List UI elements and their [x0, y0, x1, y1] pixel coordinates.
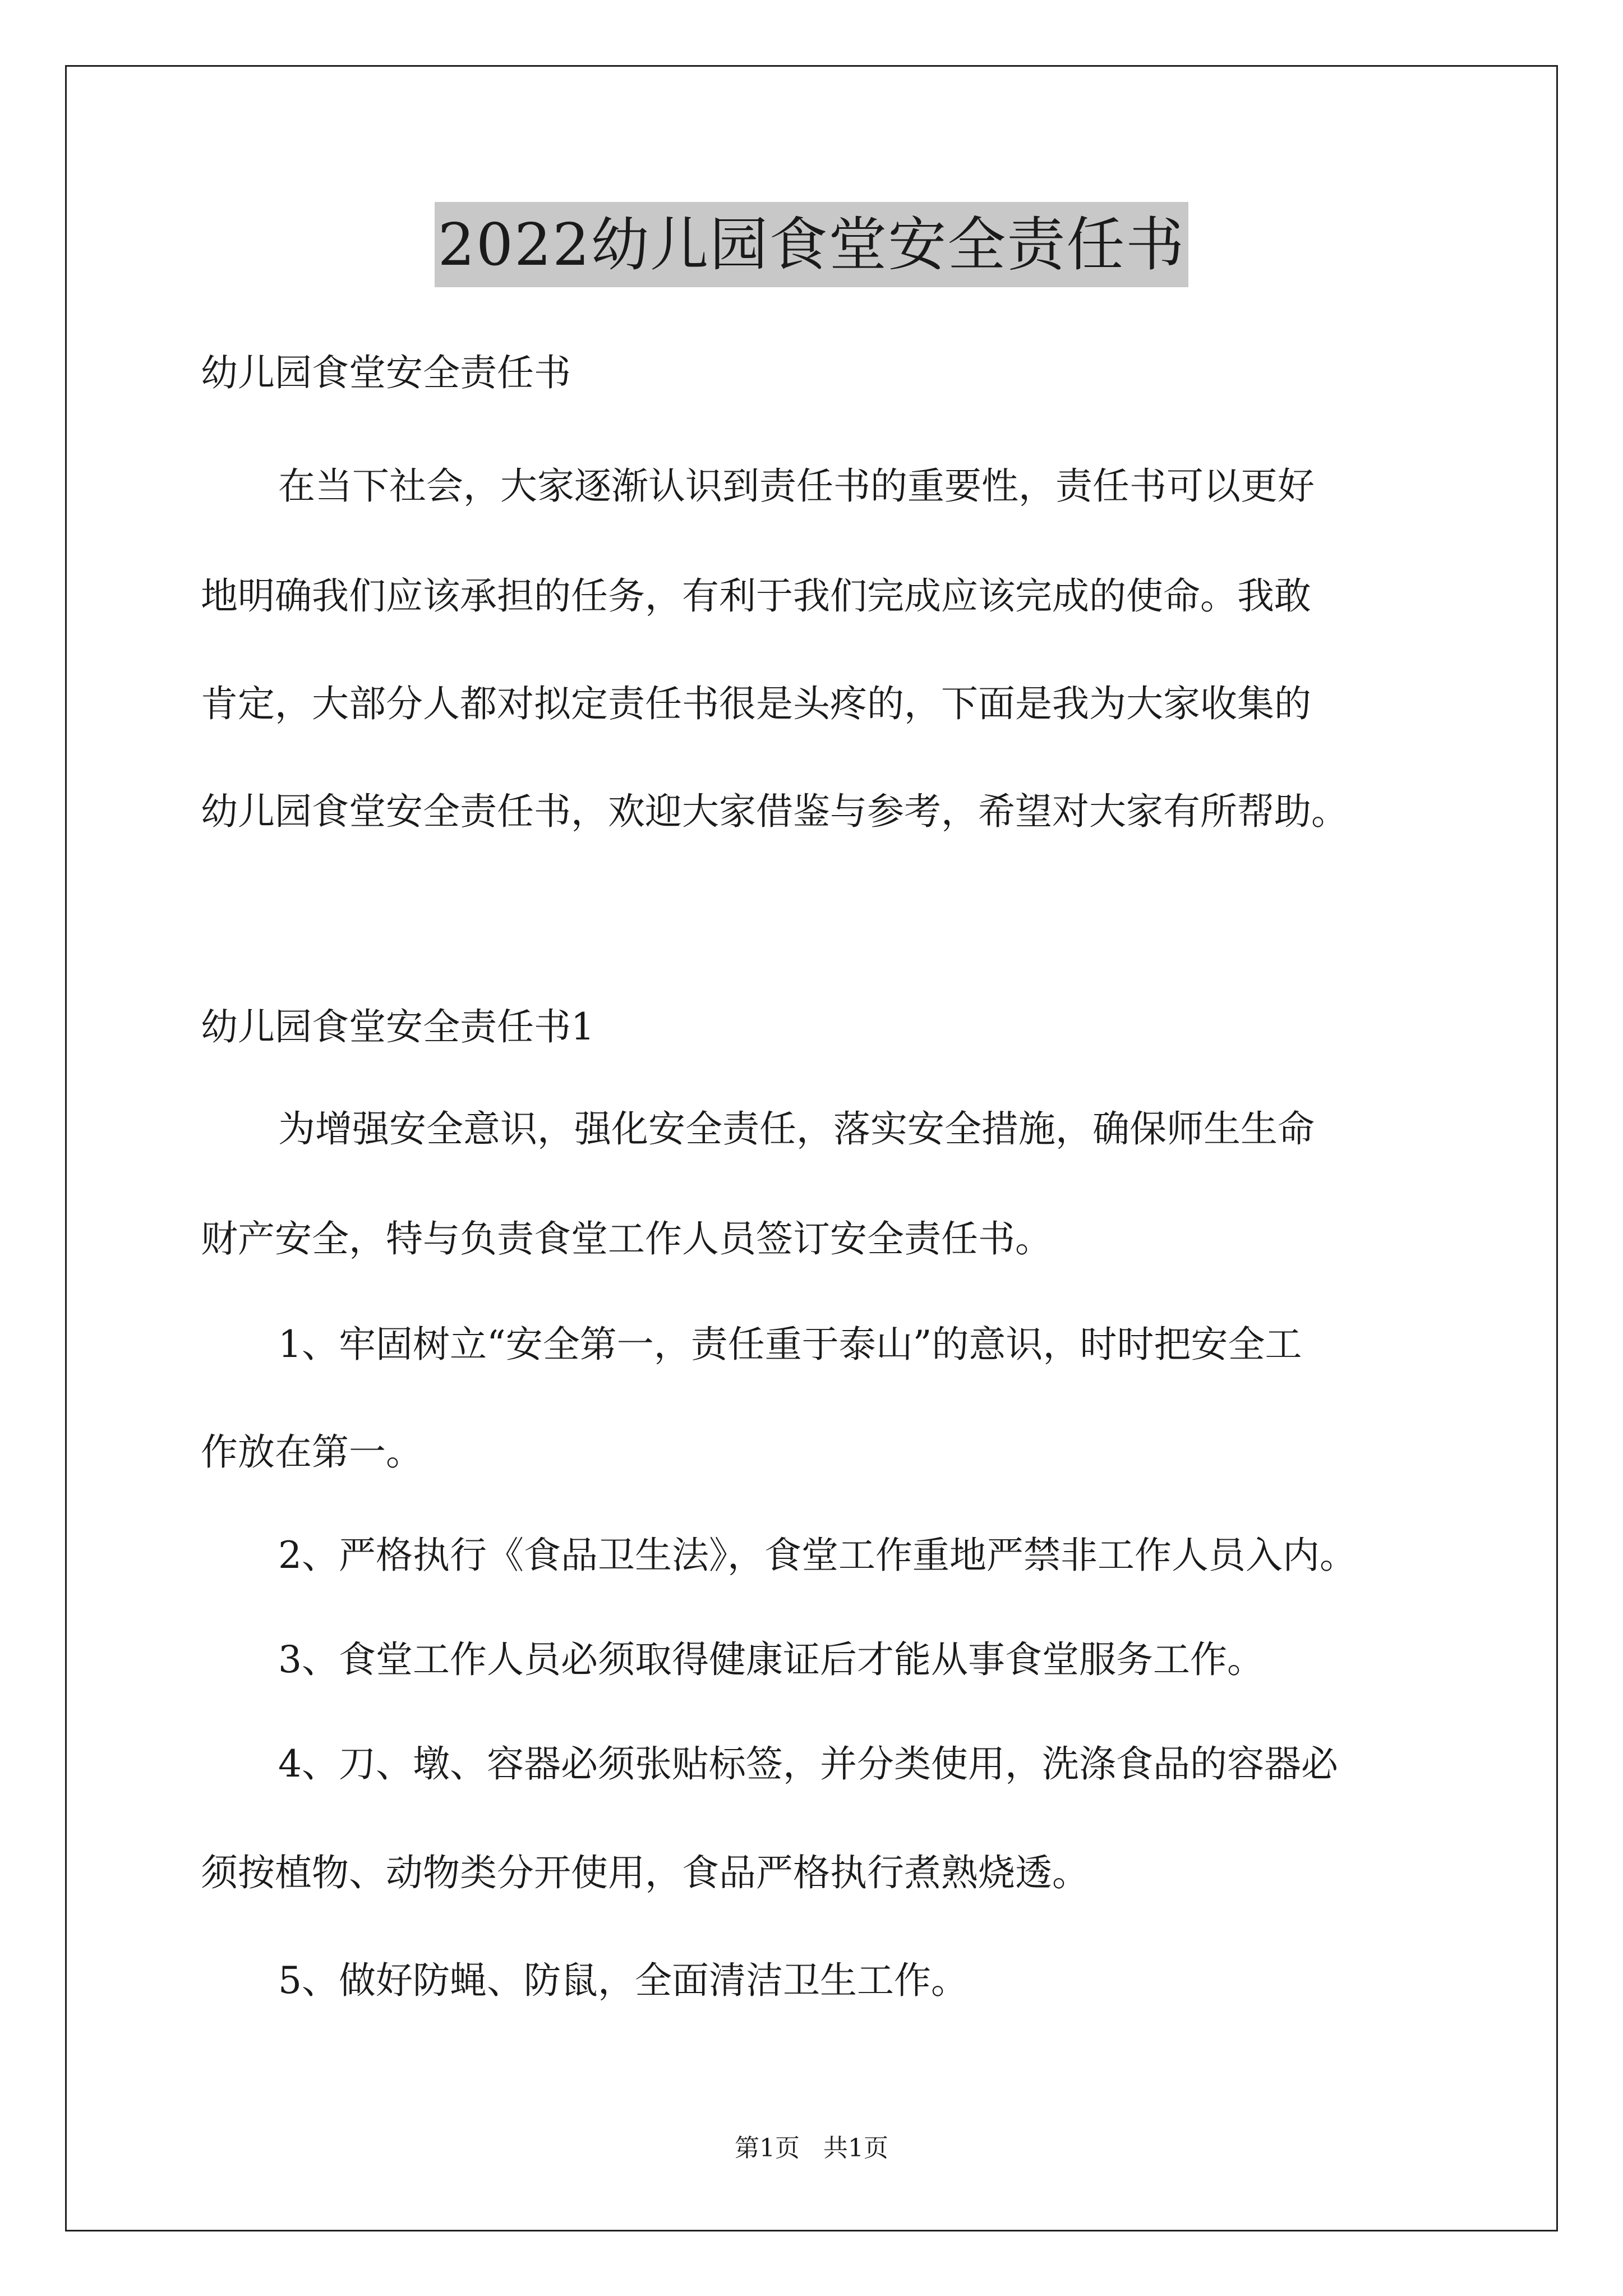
title-container	[0, 202, 1623, 287]
paragraph-line: 肯定，大部分人都对拟定责任书很是头疼的，下面是我为大家收集的	[201, 682, 1311, 725]
page-total: 共1页	[823, 2134, 888, 2162]
paragraph-line: 在当下社会，大家逐渐认识到责任书的重要性，责任书可以更好	[278, 464, 1315, 508]
section-heading: 幼儿园食堂安全责任书	[201, 351, 571, 394]
paragraph-line: 财产安全，特与负责食堂工作人员签订安全责任书。	[201, 1217, 1052, 1260]
list-item-line: 1、牢固树立“安全第一，责任重于泰山”的意识，时时把安全工	[278, 1323, 1302, 1366]
page-footer	[0, 2132, 1623, 2165]
list-item-line: 5、做好防蝇、防鼠，全面清洁卫生工作。	[278, 1959, 968, 2002]
document-title: 2022幼儿园食堂安全责任书	[435, 202, 1189, 287]
page-number: 第1页	[735, 2134, 800, 2162]
paragraph-line: 为增强安全意识，强化安全责任，落实安全措施，确保师生生命	[278, 1107, 1315, 1151]
paragraph-line: 幼儿园食堂安全责任书，欢迎大家借鉴与参考，希望对大家有所帮助。	[201, 790, 1348, 833]
section-heading: 幼儿园食堂安全责任书1	[201, 1005, 594, 1048]
list-item-line: 2、严格执行《食品卫生法》，食堂工作重地严禁非工作人员入内。	[278, 1534, 1357, 1577]
list-item-line: 作放在第一。	[201, 1430, 423, 1474]
list-item-line: 3、食堂工作人员必须取得健康证后才能从事食堂服务工作。	[278, 1638, 1264, 1681]
paragraph-line: 地明确我们应该承担的任务，有利于我们完成应该完成的使命。我敢	[201, 574, 1311, 618]
list-item-line: 4、刀、墩、容器必须张贴标签，并分类使用，洗涤食品的容器必	[278, 1742, 1338, 1786]
list-item-line: 须按植物、动物类分开使用，食品严格执行煮熟烧透。	[201, 1851, 1089, 1894]
